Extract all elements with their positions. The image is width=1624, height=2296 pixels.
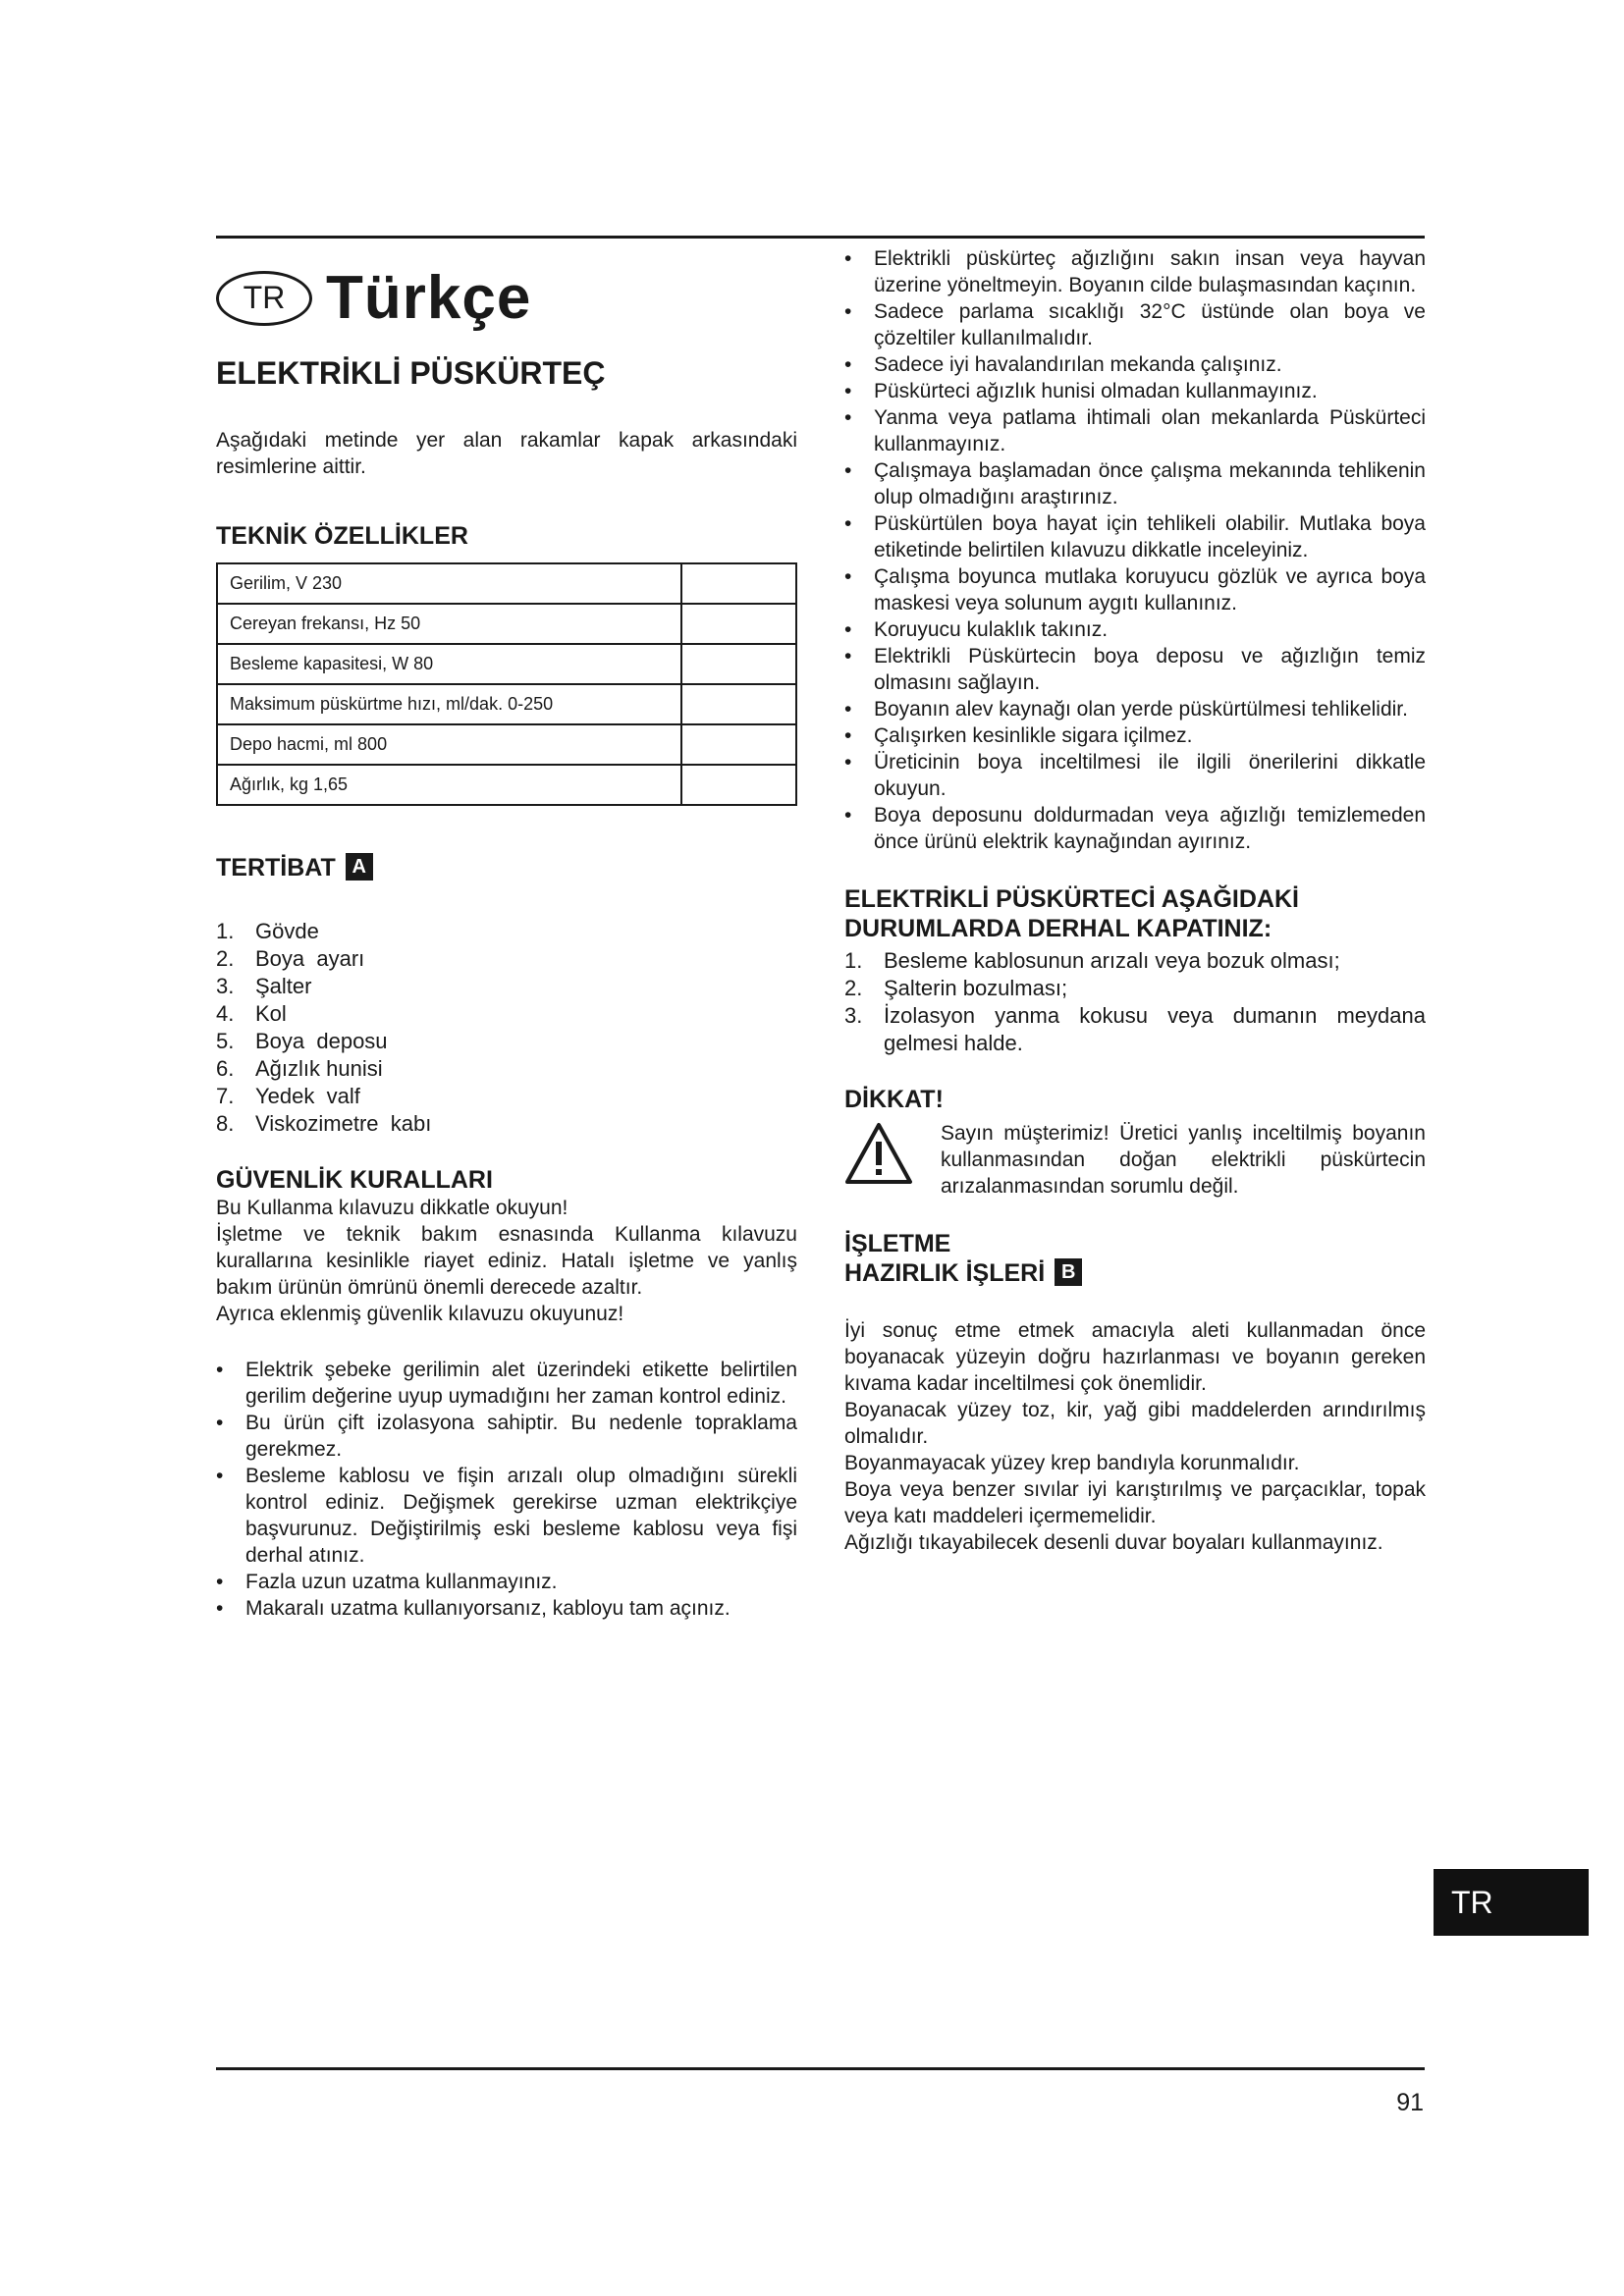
safety-bullet-list [216,1357,797,1622]
list-item [216,1028,797,1055]
list-item [216,918,797,945]
spec-blank-cell [681,644,796,684]
list-item: • Besleme kablosu ve fişin arızalı olup olmadığını sürekli kontrol ediniz. Değişmek gerekirse uzman elektrikçiye başvurunuz. Değiştirilmiş eski besleme kablosu veya fişi derhal atınız. [216,1463,797,1569]
item-number: 5. [216,1029,235,1054]
spec-cell: Maksimum püskürtme hızı, ml/dak. 0-250 [217,684,681,724]
table-row [217,724,796,765]
figure-badge-b: B [1055,1258,1082,1286]
list-item: • Boyanın alev kaynağı olan yerde püskürtülmesi tehlikelidir. [844,696,1426,722]
table-row [217,563,796,604]
spec-blank-cell [681,724,796,765]
list-item: • Çalışmaya başlamadan önce çalışma mekanında tehlikenin olup olmadığını araştırınız. [844,457,1426,510]
operation-heading [844,1229,1426,1288]
list-item [844,947,1426,975]
safety-bullet-list-continued [844,245,1426,855]
list-item [216,1055,797,1083]
operation-paragraph: Boya veya benzer sıvılar iyi karıştırılmış ve parçacıklar, topak veya katı maddeleri içermemelidir. [844,1478,1426,1528]
table-row [217,765,796,805]
table-row [217,604,796,644]
item-text: Boya ayarı [255,946,365,972]
operation-paragraph: Boyanacak yüzey toz, kir, yağ gibi maddelerden arındırılmış olmalıdır. [844,1399,1426,1449]
list-item: • Elektrikli püskürteç ağızlığını sakın insan veya hayvan üzerine yöneltmeyin. Boyanın cilde bulaşmasından kaçının. [844,245,1426,298]
top-rule [216,236,1425,239]
item-number: 6. [216,1056,235,1082]
document-title: ELEKTRİKLİ PÜSKÜRTEÇ [216,355,606,391]
spec-cell: Depo hacmi, ml 800 [217,724,681,765]
safety-paragraph: Bu Kullanma kılavuzu dikkatle okuyun! [216,1197,568,1220]
assembly-heading [216,853,797,882]
list-item [216,973,797,1000]
intro-paragraph: Aşağıdaki metinde yer alan rakamlar kapak arkasındaki resimlerine aittir. [216,429,797,478]
caution-text: Sayın müşterimiz! Üretici yanlış inceltilmiş boyanın kullanmasından doğan elektrikli püskürtecin arızalanmasından sorumlu değil. [941,1122,1426,1198]
item-text: Yedek valf [255,1084,360,1109]
warning-triangle-icon [844,1122,913,1185]
list-item: • Çalışırken kesinlikle sigara içilmez. [844,722,1426,749]
item-text: Viskozimetre kabı [255,1111,432,1137]
item-text: Boya deposu [255,1029,388,1054]
list-item: • Boya deposunu doldurmadan veya ağızlığı temizlemeden önce ürünü elektrik kaynağından ayırınız. [844,802,1426,855]
list-item: • Yanma veya patlama ihtimali olan mekanlarda Püskürteci kullanmayınız. [844,404,1426,457]
specs-table [216,562,797,806]
list-item [216,1110,797,1138]
item-text: İzolasyon yanma kokusu veya dumanın meydana gelmesi halde. [884,1003,1426,1055]
spec-blank-cell [681,684,796,724]
language-side-tab: TR [1434,1869,1589,1936]
operation-heading-line: HAZIRLIK İŞLERİ [844,1259,1046,1287]
item-text: Besleme kablosunun arızalı veya bozuk olması; [884,948,1340,973]
operation-heading-line: İŞLETME [844,1230,951,1257]
shutdown-heading-line: DURUMLARDA DERHAL KAPATINIZ: [844,915,1272,942]
safety-paragraph: İşletme ve teknik bakım esnasında Kullanma kılavuzu kurallarına kesinlikle riayet ediniz. Hatalı işletme ve yanlış bakım ürünün ömrünü önemli derecede azaltır. [216,1223,797,1300]
caution-heading: DİKKAT! [844,1086,944,1113]
item-number: 4. [216,1001,235,1027]
language-header [216,263,797,333]
item-number: 2. [216,946,235,972]
list-item [216,945,797,973]
list-item [216,1000,797,1028]
caution-block [844,1120,1426,1200]
item-number: 3. [216,974,235,999]
spec-cell: Gerilim, V 230 [217,563,681,604]
list-item: • Püskürtülen boya hayat için tehlikeli olabilir. Mutlaka boya etiketinde belirtilen kılavuzu dikkatle inceleyiniz. [844,510,1426,563]
list-item [844,1002,1426,1057]
figure-badge-a: A [346,853,373,881]
item-text: Kol [255,1001,287,1027]
list-item: • Koruyucu kulaklık takınız. [844,616,1426,643]
list-item: • Sadece parlama sıcaklığı 32°C üstünde olan boya ve çözeltiler kullanılmalıdır. [844,298,1426,351]
table-row [217,644,796,684]
list-item [844,975,1426,1002]
list-item: • Elektrikli Püskürtecin boya deposu ve ağızlığın temiz olmasını sağlayın. [844,643,1426,696]
item-number: 2. [844,976,863,1000]
operation-paragraph: Boyanmayacak yüzey krep bandıyla korunmalıdır. [844,1452,1300,1475]
item-text: Ağızlık hunisi [255,1056,383,1082]
spec-blank-cell [681,604,796,644]
left-column [216,263,797,1622]
list-item: • Makaralı uzatma kullanıyorsanız, kabloyu tam açınız. [216,1595,797,1622]
spec-cell: Ağırlık, kg 1,65 [217,765,681,805]
list-item: • Üreticinin boya inceltilmesi ile ilgili önerilerini dikkatle okuyun. [844,749,1426,802]
spec-cell: Cereyan frekansı, Hz 50 [217,604,681,644]
shutdown-heading [844,884,1426,943]
shutdown-list [844,947,1426,1057]
spec-blank-cell [681,563,796,604]
safety-heading: GÜVENLİK KURALLARI [216,1166,493,1195]
list-item: • Bu ürün çift izolasyona sahiptir. Bu nedenle topraklama gerekmez. [216,1410,797,1463]
page-number: 91 [1396,2089,1424,2116]
shutdown-heading-line: ELEKTRİKLİ PÜSKÜRTECİ AŞAĞIDAKİ [844,885,1299,913]
item-number: 3. [844,1003,863,1028]
language-code-badge: TR [216,271,312,326]
spec-blank-cell [681,765,796,805]
assembly-heading-text: TERTİBAT [216,854,336,881]
list-item: • Püskürteci ağızlık hunisi olmadan kullanmayınız. [844,378,1426,404]
operation-paragraph: Ağızlığı tıkayabilecek desenli duvar boyaları kullanmayınız. [844,1531,1383,1555]
item-text: Şalterin bozulması; [884,976,1068,1000]
specs-heading: TEKNİK ÖZELLİKLER [216,522,468,550]
table-row [217,684,796,724]
item-number: 7. [216,1084,235,1109]
list-item: • Sadece iyi havalandırılan mekanda çalışınız. [844,351,1426,378]
operation-text [844,1317,1426,1556]
spec-cell: Besleme kapasitesi, W 80 [217,644,681,684]
list-item: • Elektrik şebeke gerilimin alet üzerindeki etikette belirtilen gerilim değerine uyup uymadığını her zaman kontrol ediniz. [216,1357,797,1410]
right-column [844,245,1426,1556]
item-number: 8. [216,1111,235,1137]
item-number: 1. [844,948,863,973]
item-text: Şalter [255,974,312,999]
safety-paragraph: Ayrıca eklenmiş güvenlik kılavuzu okuyunuz! [216,1303,624,1326]
list-item [216,1083,797,1110]
list-item: • Fazla uzun uzatma kullanmayınız. [216,1569,797,1595]
assembly-list [216,918,797,1138]
list-item: • Çalışma boyunca mutlaka koruyucu gözlük ve ayrıca boya maskesi veya solunum aygıtı kullanınız. [844,563,1426,616]
language-title: Türkçe [326,264,532,332]
bottom-rule [216,2067,1425,2070]
operation-paragraph: İyi sonuç etme etmek amacıyla aleti kullanmadan önce boyanacak yüzeyin doğru hazırlanması ve boyanın gereken kıvama kadar inceltilmesi çok önemlidir. [844,1319,1426,1396]
item-number: 1. [216,919,235,944]
item-text: Gövde [255,919,319,944]
